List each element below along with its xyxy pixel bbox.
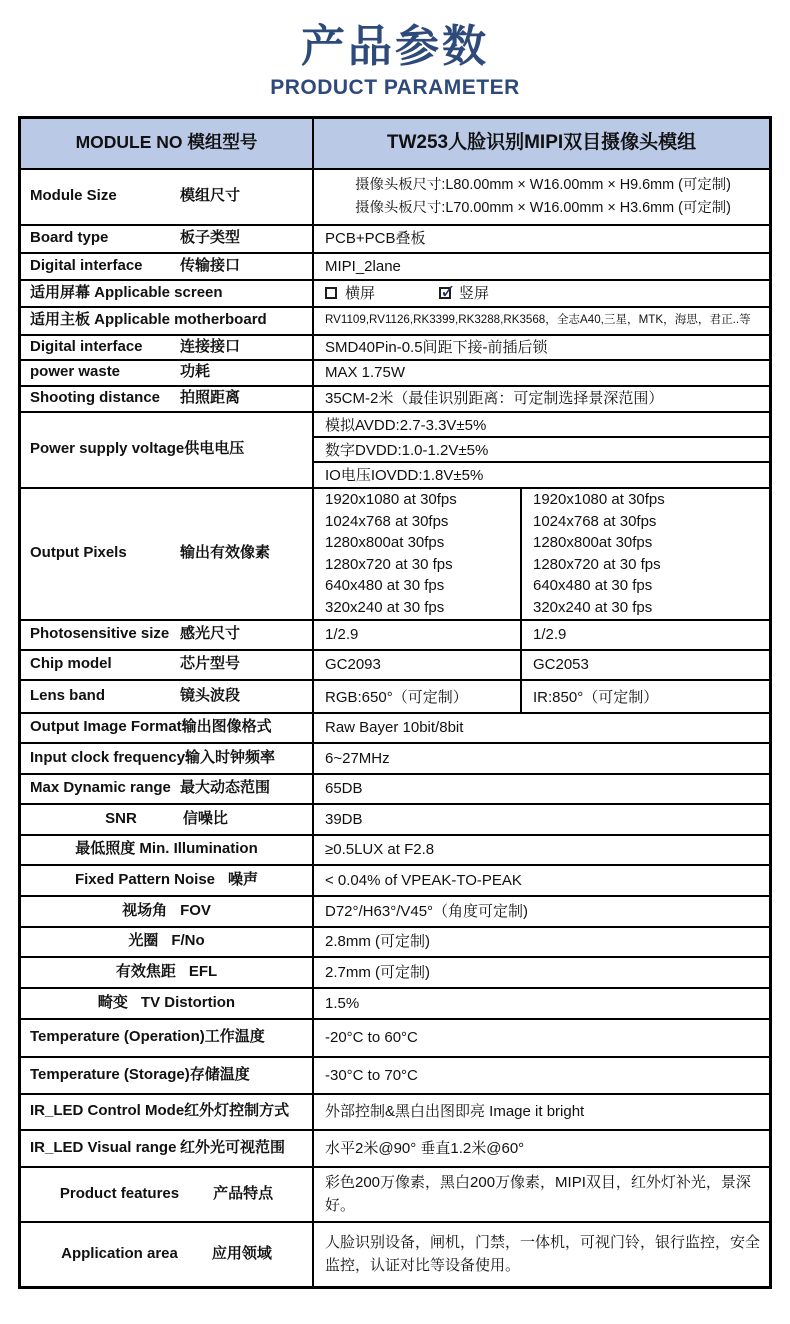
value-text: 65DB: [325, 780, 363, 798]
row-label: [21, 1131, 314, 1166]
row-lens-band: [21, 679, 769, 712]
label-zh: 输出图像格式: [181, 718, 272, 736]
row-label: [21, 958, 314, 987]
row-value: [314, 387, 769, 411]
row-board-type: [21, 224, 769, 252]
row-value: [314, 897, 769, 926]
row-applicable-screen: [21, 279, 769, 306]
label-zh: 镜头波段: [180, 686, 241, 704]
value-text: 39DB: [325, 810, 363, 828]
row-value: [314, 928, 769, 956]
pixel-mode: 320x240 at 30 fps: [325, 598, 445, 616]
row-label: [21, 308, 314, 334]
row-value: [314, 681, 769, 712]
row-value: [314, 866, 769, 895]
size-line-2: 摄像头板尺寸:L70.00mm × W16.00mm × H3.6mm (可定制): [355, 199, 731, 216]
label-en: Max Dynamic range: [30, 779, 171, 797]
value-text: < 0.04% of VPEAK-TO-PEAK: [325, 871, 522, 889]
row-label: [21, 413, 314, 487]
row-fixed-pattern-noise: [21, 864, 769, 895]
row-label: [21, 1223, 314, 1286]
label-en: Temperature (Operation): [30, 1028, 205, 1046]
row-label: [21, 336, 314, 359]
label-en: EFL: [188, 962, 218, 980]
label-en: Application area: [61, 1244, 178, 1262]
row-label: [21, 1020, 314, 1056]
value-col-rgb: [314, 651, 522, 679]
row-label: [21, 387, 314, 411]
pixel-mode: 1024x768 at 30fps: [325, 512, 449, 530]
label-zh: 最大动态范围: [180, 779, 271, 797]
label-en: Output Image Format: [30, 718, 182, 736]
row-power-waste: [21, 359, 769, 385]
header-module-no: [21, 119, 314, 168]
label-zh: 工作温度: [204, 1028, 265, 1046]
value-text: 彩色200万像素，黑白200万像素，MIPI双目，红外灯补光，景深好。: [325, 1173, 751, 1215]
row-label: [21, 361, 314, 385]
label-en: Input clock frequency: [30, 748, 186, 766]
voltage-iovdd: [314, 461, 769, 486]
label-zh: 输入时钟频率: [185, 748, 276, 766]
row-label: [21, 989, 314, 1018]
row-output-pixels: [21, 487, 769, 619]
row-value: [314, 989, 769, 1018]
value-text: RV1109,RV1126,RK3399,RK3288,RK3568，全志A40,三星，MTK，海思，君正..等: [325, 313, 751, 327]
pixel-mode: 1280x800at 30fps: [325, 534, 445, 552]
row-snr: [21, 803, 769, 834]
row-label: [21, 254, 314, 279]
value-text: SMD40Pin-0.5间距下接-前插后锁: [325, 338, 548, 356]
label-en: Temperature (Storage): [30, 1065, 190, 1083]
label-en: Digital interface: [30, 256, 143, 274]
row-label: [21, 1168, 314, 1221]
row-output-image-format: [21, 712, 769, 742]
row-label: [21, 226, 314, 252]
row-connect-interface: [21, 334, 769, 359]
row-label: [21, 681, 314, 712]
row-label: [21, 928, 314, 956]
row-label: [21, 805, 314, 834]
row-label: [21, 744, 314, 773]
label-zh: 噪声: [228, 870, 259, 888]
label-en: Module Size: [30, 187, 117, 205]
label-en: F/No: [171, 932, 205, 950]
value-text: 1/2.9: [533, 626, 567, 644]
row-input-clock-frequency: [21, 742, 769, 773]
row-applicable-motherboard: [21, 306, 769, 334]
pixel-mode: 640x480 at 30 fps: [325, 577, 445, 595]
row-value: [314, 836, 769, 864]
value-text: RGB:650°（可定制）: [325, 688, 468, 706]
value-col-ir: [522, 621, 769, 649]
table-header-row: [21, 119, 769, 168]
label-en: Photosensitive size: [30, 625, 170, 643]
label-en: Shooting distance: [30, 389, 161, 407]
row-value: [314, 775, 769, 803]
label-zh: 输出有效像素: [180, 544, 271, 562]
label-zh: 功耗: [180, 363, 211, 381]
spec-table: [18, 116, 772, 1289]
value-text: MIPI_2lane: [325, 257, 401, 275]
row-application-area: [21, 1221, 769, 1286]
row-label: [21, 489, 314, 619]
value-text: 1/2.9: [325, 626, 359, 644]
label-zh: 光圈: [128, 932, 159, 950]
size-line-1: 摄像头板尺寸:L80.00mm × W16.00mm × H9.6mm (可定制): [355, 176, 731, 193]
value-text: 2.8mm (可定制): [325, 933, 431, 951]
label-text: 适用屏幕 Applicable screen: [30, 283, 223, 301]
label-zh: 拍照距离: [180, 389, 241, 407]
label-zh: 畸变: [97, 993, 128, 1011]
row-product-features: [21, 1166, 769, 1221]
value-text: 水平2米@90° 垂直1.2米@60°: [325, 1139, 525, 1157]
label-en: Power supply voltage: [30, 440, 185, 458]
header-module-name: [314, 119, 769, 168]
label-zh: 感光尺寸: [180, 625, 241, 643]
label-zh: 供电电压: [184, 440, 245, 458]
value-text: 1.5%: [325, 994, 360, 1012]
value-text: GC2093: [325, 656, 381, 674]
value-text: 35CM-2米（最佳识别距离：可定制选择景深范围）: [325, 390, 664, 408]
value-text: 数字DVDD:1.0-1.2V±5%: [325, 442, 489, 460]
row-tv-distortion: [21, 987, 769, 1018]
label-en: IR_LED Control Mode: [30, 1102, 185, 1120]
label-zh: 模组尺寸: [180, 187, 241, 205]
value-text: -30°C to 70°C: [325, 1066, 418, 1084]
pixel-mode: 640x480 at 30 fps: [533, 577, 653, 595]
label-zh: 红外光可视范围: [180, 1138, 286, 1156]
row-ir-led-control-mode: [21, 1093, 769, 1129]
label-en: Board type: [30, 229, 109, 247]
pixel-mode: 1280x720 at 30 fps: [533, 555, 661, 573]
label-zh: 视场角: [122, 901, 168, 919]
row-value: [314, 651, 769, 679]
value-text: IO电压IOVDD:1.8V±5%: [325, 467, 484, 485]
row-value: [314, 489, 769, 619]
voltage-avdd: [314, 413, 769, 436]
value-text: IR:850°（可定制）: [533, 688, 659, 706]
value-col-ir: [522, 651, 769, 679]
row-temperature-operation: [21, 1018, 769, 1056]
checkbox-unchecked-icon: [325, 287, 337, 299]
row-label: [21, 714, 314, 742]
row-fov: [21, 895, 769, 926]
value-text: 人脸识别设备，闸机，门禁，一体机，可视门铃，银行监控，安全监控，认证对比等设备使用。: [325, 1233, 761, 1275]
pixel-mode: 1024x768 at 30fps: [533, 512, 657, 530]
row-label: [21, 775, 314, 803]
row-ir-led-visual-range: [21, 1129, 769, 1166]
label-zh: 传输接口: [180, 256, 241, 274]
row-label: [21, 170, 314, 224]
label-text: 适用主板 Applicable motherboard: [30, 311, 267, 329]
label-zh: 连接接口: [180, 337, 241, 355]
row-min-illumination: [21, 834, 769, 864]
row-label: [21, 281, 314, 306]
row-temperature-storage: [21, 1056, 769, 1093]
label-en: TV Distortion: [140, 993, 236, 1011]
row-transfer-interface: [21, 252, 769, 279]
value-text: 2.7mm (可定制): [325, 963, 431, 981]
row-label: [21, 651, 314, 679]
label-en: Digital interface: [30, 337, 143, 355]
row-shooting-distance: [21, 385, 769, 411]
label-zh: 应用领域: [211, 1244, 272, 1262]
label-en: Chip model: [30, 655, 112, 673]
row-value: [314, 744, 769, 773]
value-text: MAX 1.75W: [325, 364, 406, 382]
label-zh: 信噪比: [182, 809, 228, 827]
value-text: 外部控制&黑白出图即亮 Image it bright: [325, 1103, 585, 1121]
label-en: Output Pixels: [30, 544, 127, 562]
row-value: [314, 1095, 769, 1129]
row-value: [314, 170, 769, 224]
pixel-mode: 1920x1080 at 30fps: [325, 491, 457, 509]
pixel-mode: 1280x800at 30fps: [533, 534, 653, 552]
row-value: [314, 1131, 769, 1166]
row-value: [314, 621, 769, 649]
value-col-ir: [522, 681, 769, 712]
screen-option-landscape: [325, 283, 375, 304]
value-text: PCB+PCB叠板: [325, 230, 426, 248]
value-text: 模拟AVDD:2.7-3.3V±5%: [325, 416, 487, 434]
row-label: [21, 1058, 314, 1093]
header-module-no-label: MODULE NO 模组型号: [75, 132, 258, 153]
label-en: power waste: [30, 363, 121, 381]
row-value: [314, 1020, 769, 1056]
value-text: D72°/H63°/V45°（角度可定制): [325, 902, 529, 920]
row-value: [314, 226, 769, 252]
row-value: [314, 361, 769, 385]
label-zh: 红外灯控制方式: [184, 1102, 290, 1120]
pixel-mode: 1920x1080 at 30fps: [533, 491, 665, 509]
row-power-supply-voltage: [21, 411, 769, 487]
row-max-dynamic-range: [21, 773, 769, 803]
row-chip-model: [21, 649, 769, 679]
label-en: FOV: [180, 901, 211, 919]
row-label: [21, 897, 314, 926]
row-value: [314, 308, 769, 334]
label-text: 最低照度 Min. Illumination: [75, 840, 258, 858]
row-value: [314, 1168, 769, 1221]
label-zh: 有效焦距: [115, 962, 176, 980]
value-text: Raw Bayer 10bit/8bit: [325, 719, 464, 737]
row-value: [314, 281, 769, 306]
pixels-col-rgb: [314, 489, 522, 619]
value-text: ≥0.5LUX at F2.8: [325, 841, 435, 859]
row-value: [314, 714, 769, 742]
label-en: IR_LED Visual range: [30, 1138, 177, 1156]
screen-option-portrait: [439, 283, 489, 304]
label-zh: 存储温度: [189, 1065, 250, 1083]
row-f-no: [21, 926, 769, 956]
value-col-rgb: [314, 681, 522, 712]
row-value: [314, 254, 769, 279]
row-value: [314, 958, 769, 987]
row-label: [21, 866, 314, 895]
label-en: Lens band: [30, 686, 106, 704]
pixels-col-ir: [522, 489, 769, 619]
row-value: [314, 1223, 769, 1286]
checkbox-checked-icon: [439, 287, 451, 299]
value-col-rgb: [314, 621, 522, 649]
title-block: [0, 0, 790, 100]
row-value: [314, 413, 769, 487]
screen-option-label: 竖屏: [459, 284, 490, 302]
page-title: 产品参数: [301, 22, 489, 71]
row-module-size: [21, 168, 769, 224]
value-text: 6~27MHz: [325, 749, 390, 767]
label-en: SNR: [105, 809, 137, 827]
screen-option-label: 横屏: [345, 284, 376, 302]
label-en: Product features: [59, 1184, 180, 1202]
module-name-text: TW253人脸识别MIPI双目摄像头模组: [386, 131, 697, 153]
page-subtitle: PRODUCT PARAMETER: [270, 75, 520, 99]
row-label: [21, 1095, 314, 1129]
value-text: -20°C to 60°C: [325, 1029, 418, 1047]
label-zh: 板子类型: [180, 229, 241, 247]
row-value: [314, 805, 769, 834]
pixel-mode: 320x240 at 30 fps: [533, 598, 653, 616]
row-photosensitive-size: [21, 619, 769, 649]
value-text: GC2053: [533, 656, 589, 674]
row-efl: [21, 956, 769, 987]
label-en: Fixed Pattern Noise: [74, 870, 216, 888]
voltage-dvdd: [314, 436, 769, 461]
row-value: [314, 1058, 769, 1093]
row-value: [314, 336, 769, 359]
label-zh: 产品特点: [213, 1184, 274, 1202]
row-label: [21, 621, 314, 649]
pixel-mode: 1280x720 at 30 fps: [325, 555, 453, 573]
row-label: [21, 836, 314, 864]
label-zh: 芯片型号: [180, 655, 241, 673]
